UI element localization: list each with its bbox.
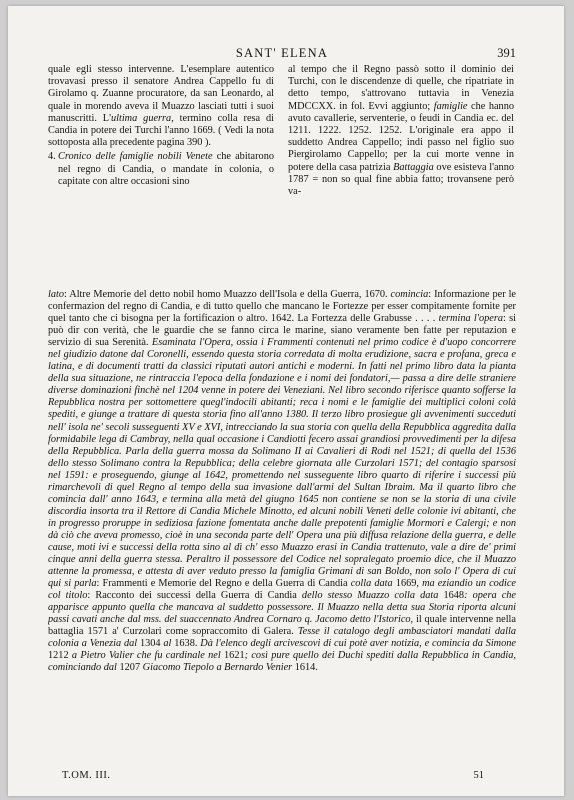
catalog-entry: 4. Cronico delle famiglie nobili Venete che abitarono nel regno di Candia, o mandate in colonia, o capitate con altre occasioni sino — [48, 151, 274, 187]
entry-title: Cronico delle famiglie nobili Venete — [58, 151, 213, 163]
entry-number: 4. — [48, 151, 56, 163]
page-footer — [48, 770, 516, 784]
paragraph: quale egli stesso intervenne. L'esemplare autentico trovavasi presso il senatore Andrea Cappello fu di Girolamo q. Zuanne procuratore, da san Leonardo, al quale in morendo aveva il Muazzo lasciati tutti i suoi manuscritti. L'ultima guerra, termino colla resa di Candia in potere dei Turchi l'anno 1669. ( Vedi la nota sottoposta alla precedente pagina 390 ). — [48, 64, 274, 149]
full-width-text — [48, 289, 516, 765]
page-number: 391 — [497, 46, 516, 60]
two-column-section — [48, 64, 516, 286]
signature-mark: 51 — [473, 770, 484, 781]
volume-mark: T.OM. III. — [62, 770, 111, 781]
body-paragraph: lato: Altre Memorie del detto nobil homo Muazzo dell'Isola e della Guerra, 1670. comincia: Informazione per le confermazion del regno di Candia, e di tutto quello che mancano le Fortezze per esser compitamente fornite per quel tanto che ci bisogna per la fortificazion o altro. 1642. La Fortezza delle Grabusse . . . . termina l'opera: si può dir con verità, che le guardie che se fanno circa le marine, siano veramente ben fatte per reputazion e servizio di sua Serenità. Esaminata l'Opera, ossia i Frammenti contenuti nel primo codice è d'uopo concorrere nel giudizio datone dal Coronelli, essendo questa storia corredata di molta erudizione, sacra e profana, greca e latina, e di documenti tratti da classici riputati autori antichi e moderni. In fatti nel primo libro data la pianta della sua situazione, ne rintraccia l'epoca della fondazione e i nomi dei fondatori,— passa a dire delle straniere diverse dominazioni finchè nel 1204 venne in potere dei Veneziani. Nel libro secondo riferisce quanto sofferse la Repubblica nostra per sottomettere quegl'indocili abitanti; reca i nomi e le famiglie dei multiplici coloni colà spediti, e giunge a trattare di questa storia fino all'anno 1380. Il terzo libro prosiegue gli avvenimenti succeduti nell' isola ne' secoli susseguenti XV e XVI, intrecciando la sua storia con quella della Repubblica aggredita dalla formidabile lega di Cambray, nella qual occasione i Candiotti fecero assai grandiosi provvedimenti per la difesa della Repubblica. Parla della guerra mossa da Solimano II ai Cavalieri di Rodi nel 1521; di quella del 1536 dello stesso Solimano contra la Repubblica; della celebre giornata alle Curzolari 1571; del contagio sparsosi nel 1591: e proseguendo, giunge al 1642, promettendo nel susseguente libro quarto di riferire i successi più rimarchevoli di quel Regno al tempo della sua invasione dall'armi del Sultan Ibraim. Ma il quarto libro che comincia dall' anno 1643, e termina alla metà del giugno 1645 non contiene se non se la storia di una civile discordia insorta tra il Rettore di Candia Michele Minotto, ed alcuni nobili Veneti delle colonie ivi abitanti, che in progresso proruppe in sediziosa fazione fomentata anche dalle prepotenti famiglie Mormori e Calergi; e non dà ciò che aveva promesso, cioè in una seconda parte dell' Opera una più diffusa relazione della guerra, e delle cause, moti ivi e successi della rotta sino al dì ch' esso Muazzo erasi in Candia trattenuto, vale a dire de' primi cinque anni della guerra stessa. Peraltro il possessore del Codice nel sopralegato proemio dice, che il Muazzo attenne la promessa, e attesta di aver veduto presso la famiglia Grimani di san Boldo, non solo l' Opera di cui qui si parla: Frammenti e Memorie del Regno e della Guerra di Candia colla data 1669, ma eziandio un codice col titolo: Racconto dei successi della Guerra di Candia dello stesso Muazzo colla data 1648: opera che apparisce appunto quella che mancava al suddetto possessore. Il Muazzo nella detta sua Storia riporta alcuni passi cavati anche dal mss. del suaccennato Andrea Cornaro q. Jacomo detto l'Istorico, il quale intervenne nella battaglia 1571 a' Curzolari come sopraccomito di Galera. Tesse il catalogo degli ambasciatori mandati dalla colonia a Venezia dal 1304 al 1638. Dà l'elenco degli arcivescovi di cui potè aver notizia, e comincia da Simone 1212 a Pietro Valier che fu cardinale nel 1621; così pure quello dei Duchi spediti dalla Repubblica in Candia, cominciando dal 1207 Giacomo Tiepolo a Bernardo Venier 1614. — [48, 289, 516, 674]
paragraph: al tempo che il Regno passò sotto il dominio dei Turchi, con le discendenze di quelle, che ripatriate in detto tempo, s'attrovano tuttavia in Venezia MDCCXX. in fol. Evvi aggiunto; famiglie che hanno avuto cavallerie, serventerie, o feudi in Candia ec. del 1211. 1222. 1252. 1252. L'originale era appo il suddetto Andrea Cappello; indi passo nel figlio suo Piergirolamo Cappello; per la cui morte venne in potere della casa patrizia Battaggia ove esisteva l'anno 1787 = non so qual fine abbia fatto; trovansene però va- — [288, 64, 514, 198]
running-title: SANT' ELENA — [235, 46, 329, 60]
left-column — [48, 64, 274, 286]
right-column — [288, 64, 514, 286]
book-page — [8, 6, 564, 796]
page-header — [48, 46, 516, 62]
